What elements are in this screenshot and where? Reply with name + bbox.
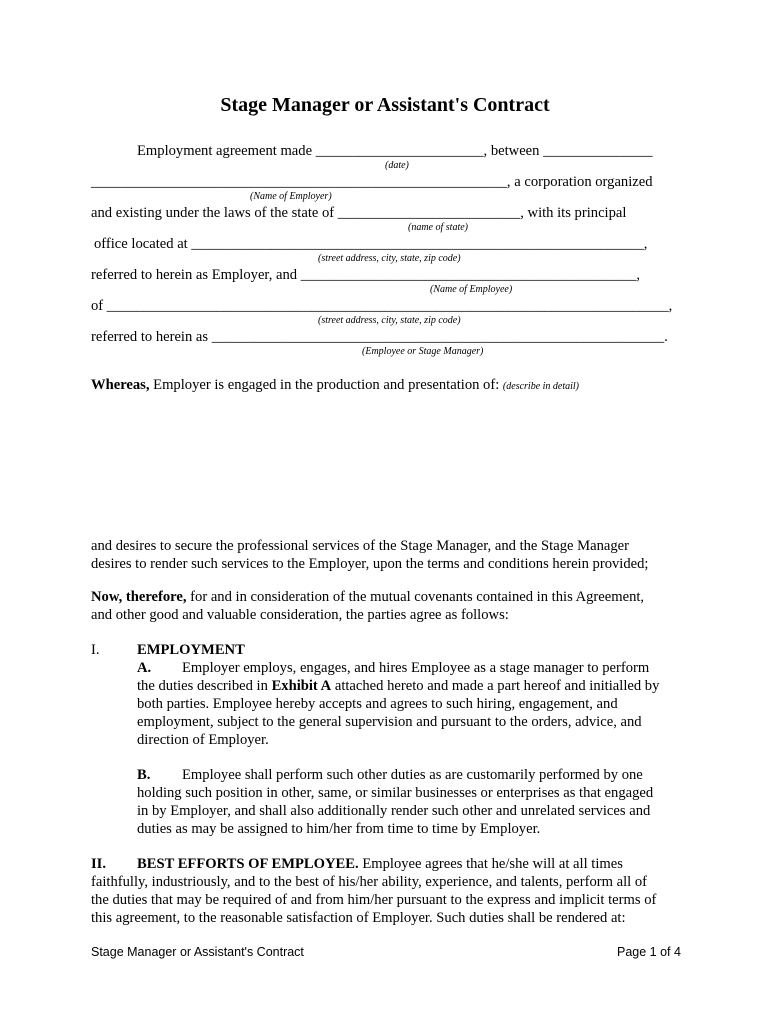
now-therefore-line-2: and other good and valuable consideration, the parties agree as follows:: [91, 607, 509, 623]
caption-employee: (Name of Employee): [430, 284, 513, 295]
now-therefore-text: for and in consideration of the mutual covenants contained in this Agreement,: [186, 589, 645, 605]
section-2-line-2: faithfully, industriously, and to the best of his/her ability, experience, and talents, perform all of: [91, 874, 648, 890]
section-1a-line-2-pre: the duties described in: [137, 678, 272, 694]
caption-role: (Employee or Stage Manager): [362, 346, 484, 357]
caption-state: (name of state): [408, 222, 468, 233]
section-1a-line-4: employment, subject to the general supervision and pursuant to the orders, advice, and: [137, 714, 642, 730]
section-1a-line-1: Employer employs, engages, and hires Employee as a stage manager to perform: [182, 660, 650, 676]
whereas-text: Employer is engaged in the production and presentation of:: [149, 377, 503, 393]
caption-date: (date): [385, 160, 409, 171]
section-1a-line-2-post: attached hereto and made a part hereof and initialled by: [331, 678, 660, 694]
preamble-line-5: referred to herein as Employer, and ______________________________________________,: [91, 267, 641, 283]
preamble-line-4: office located at ______________________________________________________________,: [94, 236, 648, 252]
desires-line-2: desires to render such services to the Employer, upon the terms and conditions herein provided;: [91, 556, 649, 572]
section-2-heading: BEST EFFORTS OF EMPLOYEE.: [137, 856, 359, 872]
section-1b-line-4: duties as may be assigned to him/her from time to time by Employer.: [137, 821, 541, 837]
now-therefore-bold: Now, therefore,: [91, 589, 187, 605]
desires-line-1: and desires to secure the professional services of the Stage Manager, and the Stage Manager: [91, 538, 629, 554]
caption-employer: (Name of Employer): [250, 191, 332, 202]
section-2-line-3: the duties that may be required of and from him/her pursuant to the express and implicit terms of: [91, 892, 657, 908]
section-1-heading: EMPLOYMENT: [137, 642, 245, 658]
section-1b-label: B.: [137, 767, 151, 783]
section-1a-label: A.: [137, 660, 152, 676]
preamble-line-1: Employment agreement made _______________________, between _______________: [137, 143, 653, 159]
section-2-number: II.: [91, 856, 107, 872]
caption-address-2: (street address, city, state, zip code): [318, 315, 461, 326]
section-1a-line-2: [137, 677, 659, 695]
caption-address-1: (street address, city, state, zip code): [318, 253, 461, 264]
section-1a-line-3: both parties. Employee hereby accepts and agrees to such hiring, engagement, and: [137, 696, 618, 712]
whereas-note: (describe in detail): [502, 381, 580, 392]
whereas-bold: Whereas,: [91, 377, 150, 393]
section-1a-line-5: direction of Employer.: [137, 732, 269, 748]
whereas-clause: [91, 376, 579, 396]
section-2-text: Employee agrees that he/she will at all times: [358, 856, 623, 872]
section-2-line-1: [137, 855, 623, 873]
preamble-line-7: referred to herein as ______________________________________________________________.: [91, 329, 668, 345]
section-1b-line-2: holding such position in other, same, or similar businesses or enterprises as that engaged: [137, 785, 654, 801]
footer-document-title: Stage Manager or Assistant's Contract: [91, 945, 304, 959]
page-title: Stage Manager or Assistant's Contract: [220, 94, 550, 116]
preamble-line-3: and existing under the laws of the state of _________________________, with its principal: [91, 205, 627, 221]
footer-page-number: Page 1 of 4: [617, 945, 681, 959]
section-2-line-4: this agreement, to the reasonable satisfaction of Employer. Such duties shall be rendered at:: [91, 910, 626, 926]
now-therefore-line-1: [91, 588, 644, 606]
exhibit-a-ref: Exhibit A: [271, 678, 332, 694]
section-1b-line-3: in by Employer, and shall also additionally render such other and unrelated services and: [137, 803, 651, 819]
section-1-number: I.: [91, 642, 100, 658]
preamble-line-2: _________________________________________________________, a corporation organized: [91, 174, 653, 190]
section-1b-line-1: Employee shall perform such other duties as are customarily performed by one: [182, 767, 643, 783]
preamble-line-6: of _____________________________________________________________________________,: [91, 298, 673, 314]
